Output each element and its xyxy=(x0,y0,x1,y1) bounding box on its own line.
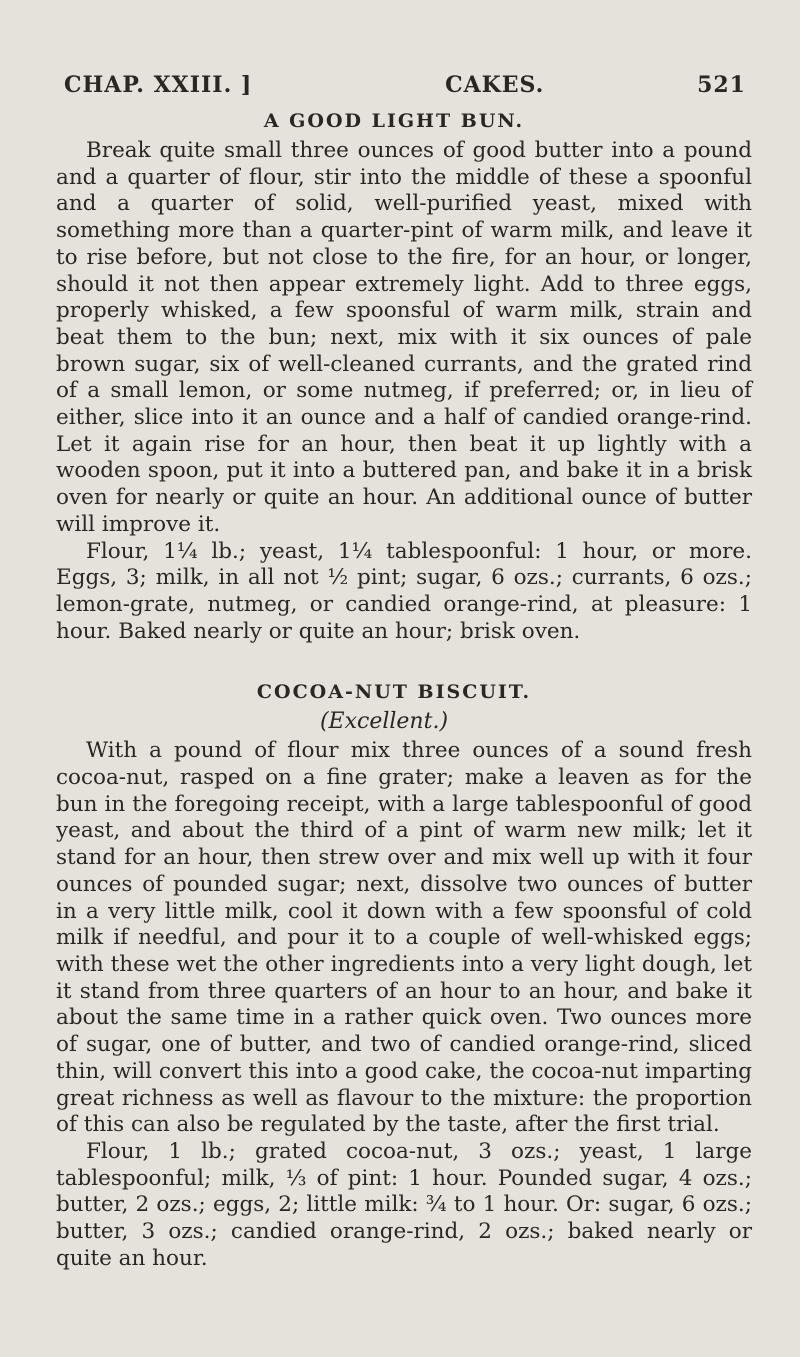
recipe-title: COCOA-NUT BISCUIT. xyxy=(256,681,532,704)
running-head xyxy=(64,72,746,98)
section-gap xyxy=(56,645,752,675)
recipe-light-bun xyxy=(56,110,752,645)
recipe-title: A GOOD LIGHT BUN. xyxy=(263,110,525,132)
recipe-summary-paragraph: Flour, 1¼ lb.; yeast, 1¼ tablespoonful: 1 hour, or more. Eggs, 3; milk, in all not ½ pint; sugar, 6 ozs.; currants, 6 ozs.; lemon-grate, nutmeg, or candied orange-rind, at pleasure: 1 hour. Baked nearly or quite an hour; brisk oven. xyxy=(56,538,752,644)
page-number: 521 xyxy=(697,72,746,98)
section-label: CAKES. xyxy=(445,72,545,98)
chapter-label: CHAP. XXIII. ] xyxy=(64,72,253,98)
recipe-summary-paragraph: Flour, 1 lb.; grated cocoa-nut, 3 ozs.; yeast, 1 large tablespoonful; milk, ⅓ of pint: 1 hour. Pounded sugar, 4 ozs.; butter, 2 ozs.; eggs, 2; little milk: ¾ to 1 hour. Or: sugar, 6 ozs.; butter, 3 ozs.; candied orange-rind, 2 ozs.; baked nearly or quite an hour. xyxy=(56,1138,752,1271)
recipe-body-paragraph: Break quite small three ounces of good butter into a pound and a quarter of flour, stir into the middle of these a spoonful and a quarter of solid, well-purified yeast, mixed with something more than a quarter-pint of warm milk, and leave it to rise before, but not close to the fire, for an hour, or longer, should it not then appear extremely light. Add to three eggs, properly whisked, a few spoonsful of warm milk, strain and beat them to the bun; next, mix with it six ounces of pale brown sugar, six of well-cleaned currants, and the grated rind of a small lemon, or some nutmeg, if preferred; or, in lieu of either, slice into it an ounce and a half of candied orange-rind. Let it again rise for an hour, then beat it up lightly with a wooden spoon, put it into a buttered pan, and bake it in a brisk oven for nearly or quite an hour. An additional ounce of butter will improve it. xyxy=(56,138,752,537)
recipe-cocoa-nut-biscuit xyxy=(56,681,752,1272)
recipe-body-paragraph: With a pound of flour mix three ounces of a sound fresh cocoa-nut, rasped on a fine grater; make a leaven as for the bun in the foregoing receipt, with a large tablespoonful of good yeast, and about the third of a pint of warm new milk; let it stand for an hour, then strew over and mix well up with it four ounces of pounded sugar; next, dissolve two ounces of butter in a very little milk, cool it down with a few spoonsful of cold milk if needful, and pour it to a couple of well-whisked eggs; with these wet the other ingredients into a very light dough, let it stand from three quarters of an hour to an hour, and bake it about the same time in a rather quick oven. Two ounces more of sugar, one of butter, and two of candied orange-rind, sliced thin, will convert this into a good cake, the cocoa-nut imparting great richness as well as flavour to the mixture: the proportion of this can also be regulated by the taste, after the first trial. xyxy=(56,738,752,1138)
recipe-subtitle: (Excellent.) xyxy=(319,709,449,735)
